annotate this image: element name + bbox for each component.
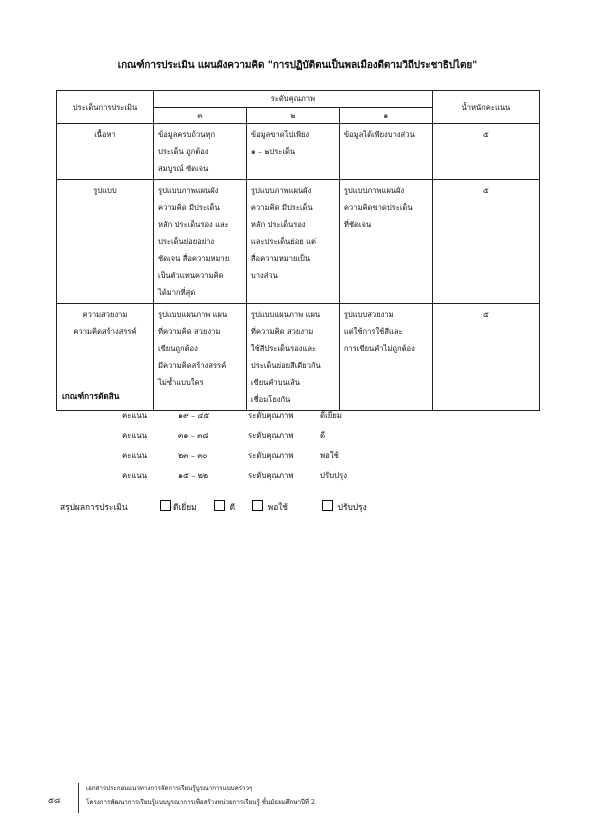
row-weight: ๕ bbox=[432, 180, 539, 304]
level-header-3: ๓ bbox=[154, 107, 247, 124]
checkbox-icon[interactable] bbox=[160, 500, 171, 511]
criteria-heading: เกณฑ์การตัดสิน bbox=[62, 391, 120, 401]
row-level-1: ข้อมูลได้เพียงบางส่วน bbox=[339, 124, 432, 180]
row-level-2: ข้อมูลขาดไปเพียง ๑ – ๒ประเด็น bbox=[246, 124, 339, 180]
row-issue: เนื้อหา bbox=[57, 124, 154, 180]
checkbox-icon[interactable] bbox=[214, 500, 225, 511]
weight-header: น้ำหนักคะแนน bbox=[432, 91, 539, 124]
summary-option-fair[interactable] bbox=[252, 500, 288, 514]
footer-line-2: โครงการพัฒนาการเรียนรู้แบบบูรณาการเพื่อสร้างหน่วยการเรียนรู้ ชั้นมัธยมศึกษาปีที่ 2 bbox=[86, 799, 315, 806]
row-level-3: ข้อมูลครบถ้วนทุก ประเด็น ถูกต้อง สมบูรณ์ ชัดเจน bbox=[154, 124, 247, 180]
criteria-score-label: คะแนน bbox=[122, 451, 148, 460]
quality-header: ระดับคุณภาพ bbox=[154, 91, 433, 108]
criteria-score-label: คะแนน bbox=[122, 411, 148, 420]
criteria-score-label: คะแนน bbox=[122, 471, 148, 480]
summary-option-label: พอใช้ bbox=[267, 502, 288, 512]
issue-header: ประเด็นการประเมิน bbox=[57, 91, 154, 124]
table-row bbox=[57, 304, 540, 411]
criteria-level: ปรับปรุง bbox=[320, 471, 348, 480]
row-weight: ๕ bbox=[432, 304, 539, 411]
table-row bbox=[57, 124, 540, 180]
footer-divider bbox=[78, 783, 79, 813]
criteria-range: ๑๕ – ๒๒ bbox=[178, 471, 208, 480]
checkbox-icon[interactable] bbox=[252, 500, 263, 511]
summary-option-label: ดีเยี่ยม bbox=[173, 502, 197, 512]
row-level-3: รูปแบบภาพแผนผัง ความคิด มีประเด็น หลัก ประเด็นรอง และ ประเด็นย่อยอย่าง ชัดเจน สื่อความหมาย เป็นตัวแทนความคิด ได้มากที่สุด bbox=[154, 180, 247, 304]
criteria-range: ๑๙ – ๔๕ bbox=[178, 411, 210, 420]
criteria-range: ๒๓ – ๓๐ bbox=[178, 451, 208, 460]
row-level-1: รูปแบบภาพแผนผัง ความคิดขาดประเด็น ที่ชัดเจน bbox=[339, 180, 432, 304]
level-header-2: ๒ bbox=[246, 107, 339, 124]
summary-label: สรุปผลการประเมิน bbox=[60, 502, 128, 512]
row-level-2: รูปแบบภาพแผนผัง ความคิด มีประเด็น หลัก ประเด็นรอง และประเด็นย่อย แต่ สื่อความหมายเป็น บางส่วน bbox=[246, 180, 339, 304]
summary-option-good[interactable] bbox=[214, 500, 235, 514]
table-row bbox=[57, 180, 540, 304]
footer-line-1: เอกสารประกอบแนวทางการจัดการเรียนรู้บูรณาการแบบคร่าวๆ bbox=[86, 785, 253, 792]
criteria-level: ดีเยี่ยม bbox=[320, 411, 343, 420]
criteria-level: พอใช้ bbox=[320, 451, 339, 460]
rubric-table bbox=[56, 90, 540, 411]
row-weight: ๕ bbox=[432, 124, 539, 180]
criteria-level-label: ระดับคุณภาพ bbox=[248, 451, 294, 460]
summary-option-label: ดี bbox=[229, 502, 236, 512]
page-title: เกณฑ์การประเมิน แผนผังความคิด "การปฏิบัติตนเป็นพลเมืองดีตามวิถีประชาธิปไตย" bbox=[117, 60, 478, 71]
criteria-level-label: ระดับคุณภาพ bbox=[248, 411, 294, 420]
page-number: ๕๘ bbox=[48, 796, 61, 805]
criteria-range: ๓๑ – ๓๘ bbox=[178, 431, 209, 440]
summary-option-improve[interactable] bbox=[322, 500, 367, 514]
level-header-1: ๑ bbox=[339, 107, 432, 124]
summary-option-excellent[interactable] bbox=[160, 500, 197, 514]
row-level-3: รูปแบบแผนภาพ แผน ที่ความคิด สวยงาม เขียนถูกต้อง มีความคิดสร้างสรรค์ ไม่ซ้ำแบบใคร bbox=[154, 304, 247, 411]
row-level-2: รูปแบบแผนภาพ แผน ที่ความคิด สวยงาม ใช้สีประเด็นรองและ ประเด็นย่อยสีเดียวกัน เขียนคำบนเส้น เชื่อมโยงกัน bbox=[246, 304, 339, 411]
summary-option-label: ปรับปรุง bbox=[337, 502, 367, 512]
summary-line bbox=[60, 500, 367, 514]
checkbox-icon[interactable] bbox=[322, 500, 333, 511]
row-level-1: รูปแบบสวยงาม แต่ใช้การใช้สีและ การเขียนคำไม่ถูกต้อง bbox=[339, 304, 432, 411]
criteria-level-label: ระดับคุณภาพ bbox=[248, 431, 294, 440]
row-issue: รูปแบบ bbox=[57, 180, 154, 304]
criteria-level-label: ระดับคุณภาพ bbox=[248, 471, 294, 480]
criteria-level: ดี bbox=[320, 431, 326, 440]
criteria-score-label: คะแนน bbox=[122, 431, 148, 440]
row-issue: ความสวยงาม ความคิดสร้างสรรค์ bbox=[57, 304, 154, 411]
